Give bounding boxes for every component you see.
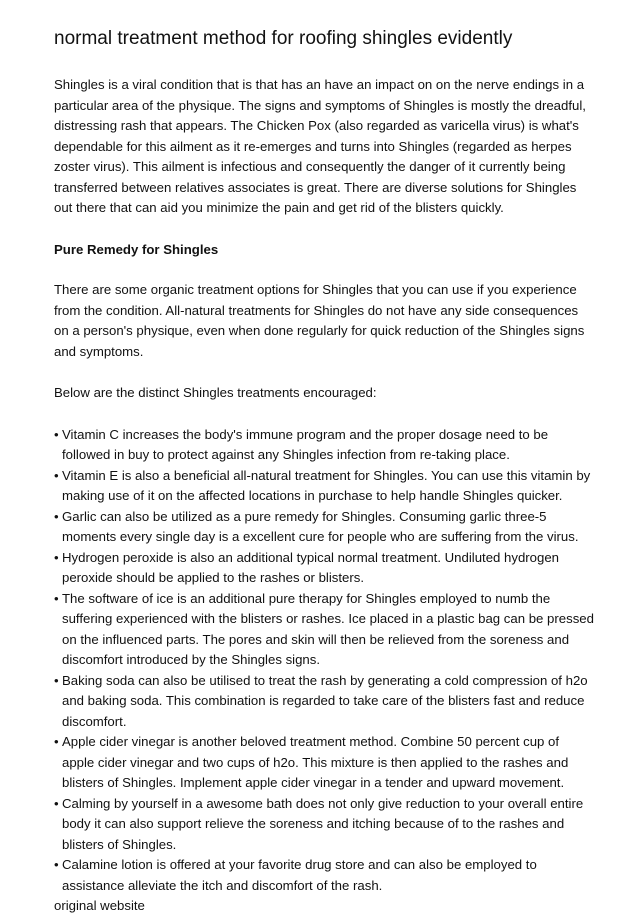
list-item xyxy=(54,425,594,466)
list-item xyxy=(54,589,594,671)
intro-paragraph: Shingles is a viral condition that is that has an have an impact on on the nerve endings in a particular area of the physique. The signs and symptoms of Shingles is mostly the dreadful, distressing rash that appears. The Chicken Pox (also regarded as varicella virus) is what's dependable for this ailment as it re-emerges and turns into Shingles (regarded as herpes zoster virus). This ailment is infectious and consequently the danger of it currently being transferred between relatives associates is great. There are diverse solutions for Shingles out there that can aid you minimize the pain and get rid of the blisters quickly. xyxy=(54,77,586,215)
original-website-link[interactable]: original website xyxy=(54,898,145,913)
bullet-icon: • xyxy=(54,672,59,688)
bullet-icon: • xyxy=(54,549,59,565)
list-item-text: Vitamin E is also a beneficial all-natural treatment for Shingles. You can use this vitamin by making use of it on the affected locations in purchase to help handle Shingles quicker. xyxy=(62,467,591,503)
document-page xyxy=(54,27,594,916)
list-item-text: The software of ice is an additional pure therapy for Shingles employed to numb the suffering experienced with the blisters or rashes. Ice placed in a plastic bag can be pressed on the influenced parts. The pores and skin will then be relieved from the soreness and discomfort introduced by the Shingles signs. xyxy=(62,590,594,667)
list-item-text: Baking soda can also be utilised to treat the rash by generating a cold compression of h2o and baking soda. This combination is regarded to take care of the blisters fast and reduce discomfort. xyxy=(62,672,588,729)
bullet-icon: • xyxy=(54,590,59,606)
list-item xyxy=(54,507,594,548)
list-item xyxy=(54,732,594,794)
page-title: normal treatment method for roofing shingles evidently xyxy=(54,28,513,49)
list-item xyxy=(54,794,594,856)
section-paragraph: There are some organic treatment options for Shingles that you can use if you experience from the condition. All-natural treatments for Shingles do not have any side consequences on a person's physique, even when done regularly for quick reduction of the Shingles signs and symptoms. xyxy=(54,282,585,359)
list-item-text: Calming by yourself in a awesome bath does not only give reduction to your overall entire body it can also support relieve the soreness and itching because of to the rashes and blisters of Shingles. xyxy=(62,795,584,852)
bullet-icon: • xyxy=(54,857,59,872)
list-item xyxy=(54,671,594,733)
list-item-text: Apple cider vinegar is another beloved treatment method. Combine 50 percent cup of apple cider vinegar and two cups of h2o. This mixture is then applied to the rashes and blisters of Shingles. Implement apple cider vinegar in a tender and upward movement. xyxy=(62,734,569,790)
section-heading: Pure Remedy for Shingles xyxy=(54,241,219,257)
list-intro: Below are the distinct Shingles treatments encouraged: xyxy=(54,385,377,400)
list-item xyxy=(54,548,594,589)
list-item xyxy=(54,855,594,896)
list-item-text: Calamine lotion is offered at your favorite drug store and can also be employed to assistance alleviate the itch and discomfort of the rash. xyxy=(62,857,537,893)
treatment-list xyxy=(54,425,594,897)
bullet-icon: • xyxy=(54,508,59,524)
bullet-icon: • xyxy=(54,734,59,749)
list-item-text: Hydrogen peroxide is also an additional typical normal treatment. Undiluted hydrogen peroxide should be applied to the rashes or blisters. xyxy=(62,549,560,585)
list-item-text: Garlic can also be utilized as a pure remedy for Shingles. Consuming garlic three-5 moments every single day is a excellent cure for people who are suffering from the virus. xyxy=(62,508,579,544)
bullet-icon: • xyxy=(54,795,59,811)
bullet-icon: • xyxy=(54,426,59,442)
list-item xyxy=(54,466,594,507)
list-item-text: Vitamin C increases the body's immune program and the proper dosage need to be followed in buy to protect against any Shingles infection from re-taking place. xyxy=(62,426,549,462)
bullet-icon: • xyxy=(54,467,59,483)
